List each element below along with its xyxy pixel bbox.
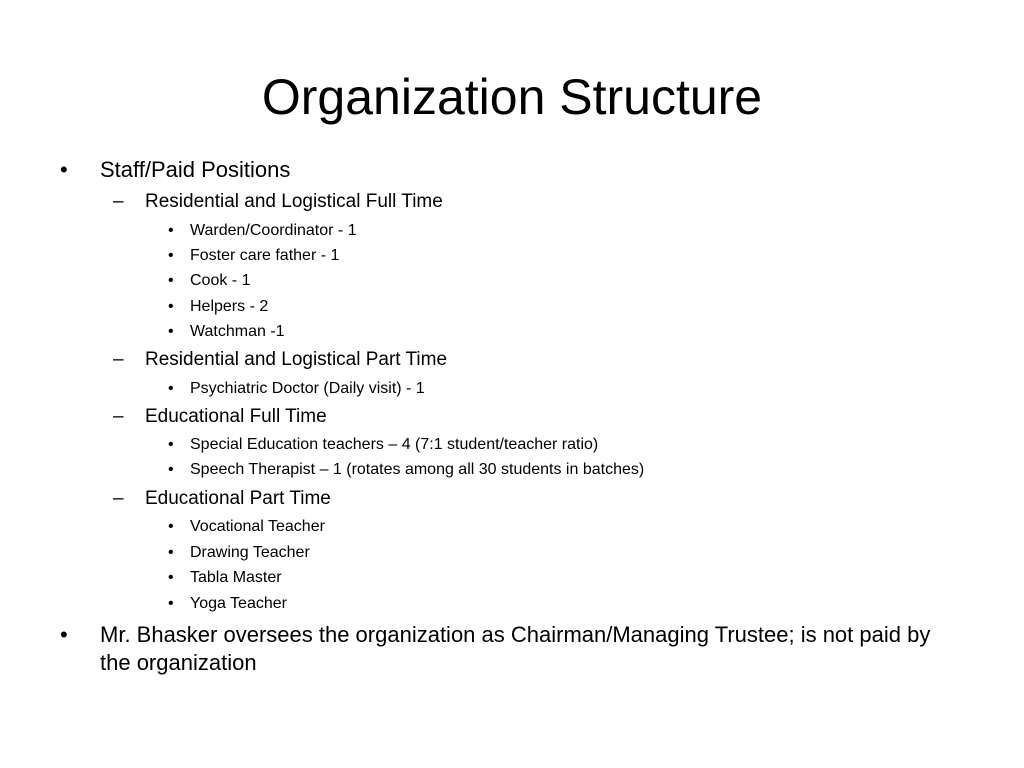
- sub-bullet-marker: •: [168, 544, 174, 561]
- sub-bullet-marker: •: [168, 518, 174, 535]
- group-residential-part-time: Residential and Logistical Part Time: [145, 349, 448, 370]
- list-item: Special Education teachers – 4 (7:1 student/teacher ratio): [190, 436, 599, 453]
- group-educational-part-time: Educational Part Time: [145, 488, 331, 509]
- list-item: Tabla Master: [190, 569, 282, 586]
- list-item: Drawing Teacher: [190, 544, 310, 561]
- dash-marker: –: [113, 349, 124, 370]
- sub-bullet-marker: •: [168, 298, 174, 315]
- list-item: Psychiatric Doctor (Daily visit) - 1: [190, 380, 425, 397]
- dash-marker: –: [113, 406, 124, 427]
- list-item: Speech Therapist – 1 (rotates among all 30 students in batches): [190, 461, 645, 478]
- group-residential-full-time: Residential and Logistical Full Time: [145, 191, 443, 212]
- list-item: Helpers - 2: [190, 298, 269, 315]
- list-item: Yoga Teacher: [190, 595, 287, 612]
- sub-bullet-marker: •: [168, 380, 174, 397]
- dash-marker: –: [113, 488, 124, 509]
- sub-bullet-marker: •: [168, 323, 174, 340]
- bullet-staff-paid-positions: Staff/Paid Positions: [100, 157, 291, 182]
- slide-title: Organization Structure: [261, 69, 763, 125]
- sub-bullet-marker: •: [168, 247, 174, 264]
- sub-bullet-marker: •: [168, 461, 174, 478]
- bullet-marker: •: [60, 622, 68, 647]
- sub-bullet-marker: •: [168, 272, 174, 289]
- bullet-marker: •: [60, 157, 68, 182]
- dash-marker: –: [113, 191, 124, 212]
- list-item: Vocational Teacher: [190, 518, 325, 535]
- sub-bullet-marker: •: [168, 436, 174, 453]
- group-educational-full-time: Educational Full Time: [145, 406, 327, 427]
- sub-bullet-marker: •: [168, 569, 174, 586]
- sub-bullet-marker: •: [168, 222, 174, 239]
- sub-bullet-marker: •: [168, 595, 174, 612]
- bullet-chairman-note: Mr. Bhasker oversees the organization as Chairman/Managing Trustee; is not paid by the organization: [100, 622, 931, 675]
- list-item: Cook - 1: [190, 272, 251, 289]
- list-item: Warden/Coordinator - 1: [190, 222, 357, 239]
- list-item: Watchman -1: [190, 323, 285, 340]
- list-item: Foster care father - 1: [190, 247, 340, 264]
